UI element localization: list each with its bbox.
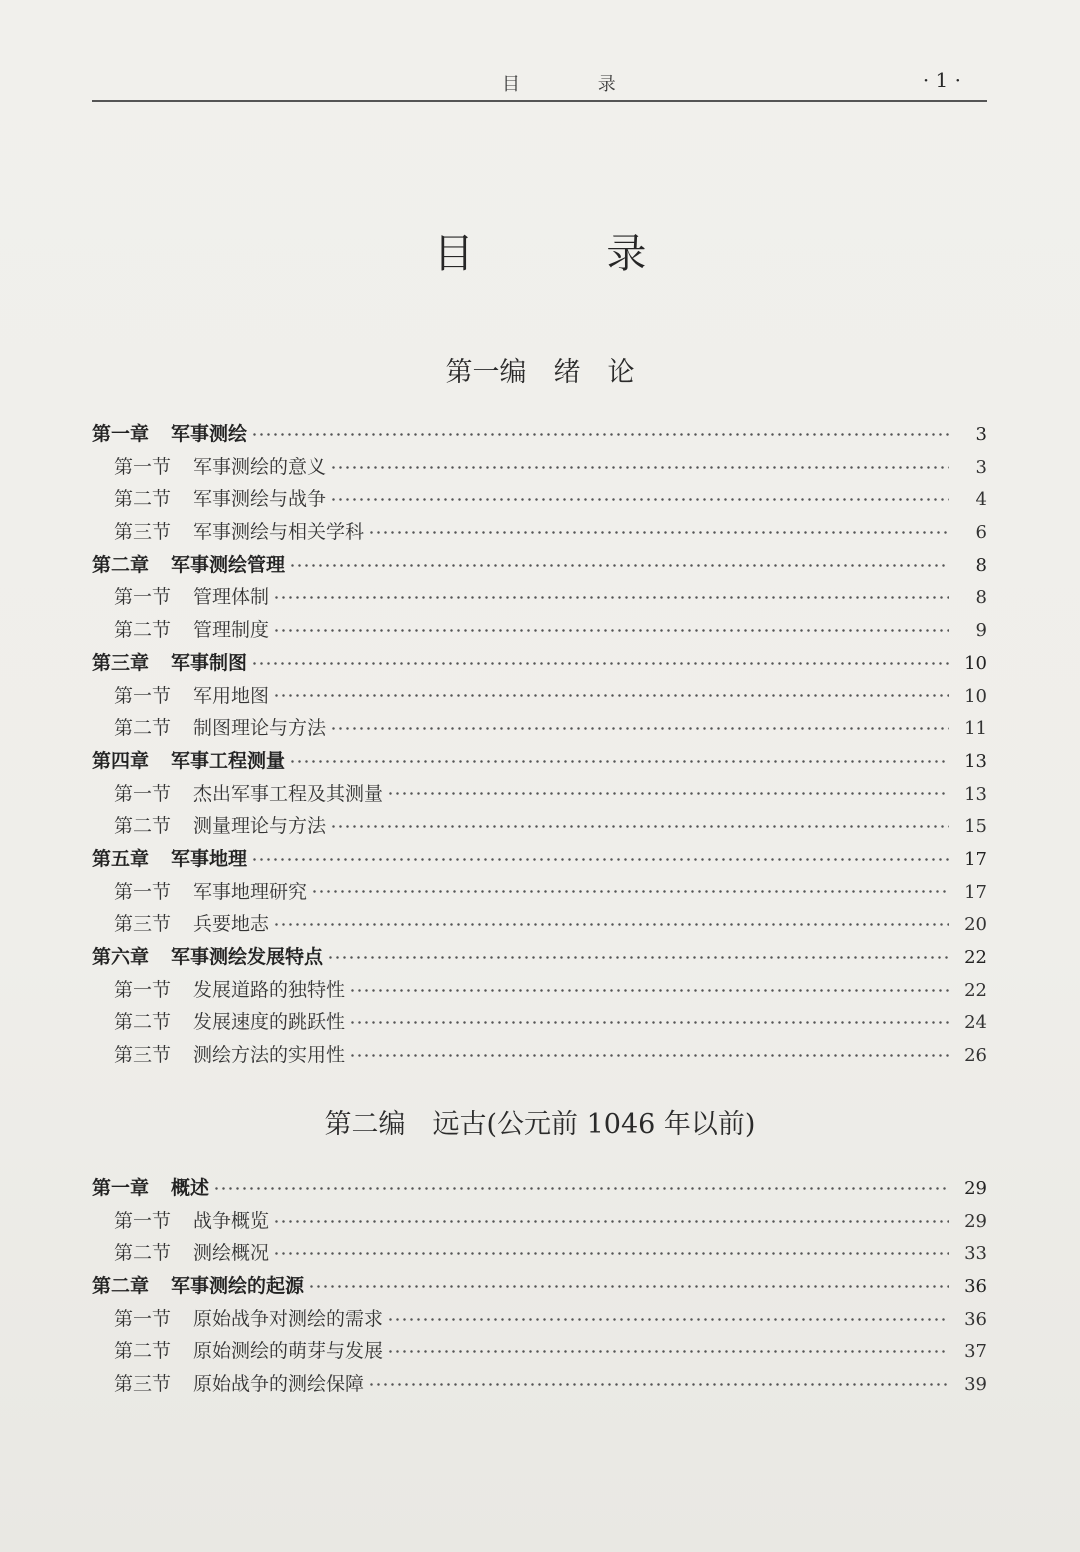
toc-entry-page: 22 [964,979,987,1001]
toc-entry-title: 战争概览 [193,1209,270,1232]
toc-section-entry [92,908,987,941]
toc-entry-title: 军事地理研究 [193,880,308,903]
running-header [92,66,987,102]
running-header-title: 目 录 [502,74,652,95]
toc-chapter-entry [92,941,987,974]
toc-entry-page: 24 [964,1012,987,1034]
toc-entry-page: 37 [964,1341,987,1363]
toc-section-entry [92,1006,987,1039]
toc-entry-page: 15 [964,816,987,838]
toc-entry-title: 军事测绘发展特点 [171,946,324,968]
toc-section-entry [92,1237,987,1270]
toc-chapter-entry [92,549,987,582]
dot-leader [387,784,949,804]
toc-entry-number: 第二节 [114,1011,172,1034]
toc-entry-number: 第二节 [114,717,172,740]
toc-entry-number: 第三节 [114,1373,172,1396]
toc-entry-page: 8 [975,554,987,576]
toc-chapter-entry [92,418,987,451]
dot-leader [251,849,949,869]
toc-entry-number: 第一章 [92,1177,150,1199]
dot-leader [273,915,949,935]
dot-leader [273,1211,949,1231]
dot-leader [273,588,949,608]
dot-leader [251,424,949,444]
toc-section-entry [92,483,987,516]
toc-entry-number: 第一节 [114,1307,172,1330]
toc-entry-title: 管理体制 [193,586,270,609]
dot-leader [289,751,949,771]
contents-title: 目 录 [433,231,707,277]
toc-entry-number: 第三节 [114,913,172,936]
toc-entry-title: 军事制图 [171,651,248,674]
toc-entry-page: 22 [964,947,987,968]
toc-entry-title: 军事测绘与相关学科 [193,521,365,544]
dot-leader [308,1276,949,1296]
toc-entry-title: 制图理论与方法 [193,717,327,740]
part-1-title: 第一编 绪 论 [445,357,635,388]
dot-leader [213,1178,949,1198]
dot-leader [349,1013,949,1033]
toc-entry-number: 第一节 [114,880,172,903]
toc-entry-number: 第五章 [92,847,150,870]
toc-entry-title: 测绘概况 [193,1242,270,1265]
dot-leader [330,719,949,739]
toc-entry-number: 第二章 [92,553,150,576]
toc-section-entry [92,1303,987,1336]
toc-entry-page: 13 [964,783,987,805]
toc-section-entry [92,581,987,614]
toc-entry-page: 10 [964,652,987,674]
toc-entry-title: 军事测绘管理 [171,553,286,576]
page-number: · 1 · [922,68,961,92]
toc-entry-page: 36 [964,1276,987,1298]
toc-entry-page: 29 [964,1178,987,1199]
toc-entry-title: 军事测绘的意义 [193,455,327,478]
dot-leader [330,457,949,477]
toc-entry-page: 17 [964,848,987,870]
dot-leader [349,980,949,1000]
toc-entry-title: 概述 [171,1177,210,1199]
toc-entry-number: 第二章 [92,1275,150,1298]
toc-chapter-entry [92,1172,987,1205]
toc-entry-title: 发展道路的独特性 [193,978,346,1001]
toc-entry-number: 第一节 [114,586,172,609]
dot-leader [387,1342,949,1362]
part-2-title: 第二编 远古(公元前 1046 年以前) [324,1109,756,1140]
part-2-toc [92,1172,987,1401]
toc-section-entry [92,1335,987,1368]
toc-entry-title: 杰出军事工程及其测量 [193,782,384,805]
toc-entry-page: 9 [975,620,987,642]
toc-section-entry [92,810,987,843]
toc-entry-number: 第三章 [92,651,150,674]
dot-leader [368,522,949,542]
toc-entry-page: 13 [964,750,987,772]
toc-section-entry [92,516,987,549]
toc-entry-number: 第一节 [114,455,172,478]
toc-chapter-entry [92,1270,987,1303]
toc-entry-number: 第一节 [114,684,172,707]
dot-leader [368,1374,949,1394]
toc-entry-title: 军事测绘的起源 [171,1275,305,1298]
dot-leader [330,817,949,837]
toc-entry-number: 第四章 [92,749,150,772]
toc-section-entry [92,451,987,484]
toc-entry-title: 测绘方法的实用性 [193,1044,346,1067]
toc-entry-title: 原始测绘的萌芽与发展 [193,1340,384,1363]
toc-entry-page: 3 [975,424,987,445]
toc-entry-number: 第三节 [114,1044,172,1067]
toc-entry-page: 29 [964,1210,987,1232]
toc-entry-page: 17 [964,881,987,903]
dot-leader [273,686,949,706]
toc-entry-page: 11 [964,718,987,740]
toc-entry-page: 20 [964,914,987,936]
toc-section-entry [92,974,987,1007]
toc-entry-title: 军事地理 [171,847,248,870]
toc-section-entry [92,1205,987,1238]
part-1-toc [92,418,987,1072]
toc-entry-title: 军事测绘 [171,423,248,445]
dot-leader [251,653,949,673]
toc-section-entry [92,680,987,713]
toc-entry-title: 发展速度的跳跃性 [193,1011,346,1034]
toc-entry-page: 3 [975,456,987,478]
toc-chapter-entry [92,647,987,680]
toc-entry-number: 第六章 [92,946,150,968]
toc-entry-number: 第一节 [114,1209,172,1232]
toc-section-entry [92,1368,987,1401]
toc-entry-number: 第一节 [114,782,172,805]
toc-entry-page: 39 [964,1374,987,1396]
dot-leader [349,1045,949,1065]
toc-entry-page: 36 [964,1308,987,1330]
toc-entry-title: 军事工程测量 [171,749,286,772]
toc-entry-page: 26 [964,1045,987,1067]
toc-entry-number: 第二节 [114,815,172,838]
toc-chapter-entry [92,745,987,778]
toc-section-entry [92,614,987,647]
dot-leader [327,947,949,967]
toc-entry-number: 第一节 [114,978,172,1001]
dot-leader [387,1309,949,1329]
toc-entry-page: 10 [964,685,987,707]
toc-entry-title: 原始战争的测绘保障 [193,1373,365,1396]
toc-entry-number: 第二节 [114,619,172,642]
toc-entry-number: 第三节 [114,521,172,544]
dot-leader [330,490,949,510]
toc-entry-page: 4 [975,489,987,511]
toc-entry-number: 第一章 [92,423,150,445]
dot-leader [273,620,949,640]
toc-entry-title: 军事测绘与战争 [193,488,327,511]
dot-leader [273,1244,949,1264]
toc-section-entry [92,778,987,811]
toc-entry-number: 第二节 [114,1340,172,1363]
toc-section-entry [92,1039,987,1072]
toc-entry-page: 6 [975,522,987,544]
toc-entry-number: 第二节 [114,1242,172,1265]
toc-section-entry [92,712,987,745]
toc-entry-title: 军用地图 [193,684,270,707]
toc-entry-title: 兵要地志 [193,913,270,936]
toc-entry-title: 测量理论与方法 [193,815,327,838]
toc-entry-page: 33 [964,1243,987,1265]
dot-leader [289,555,949,575]
toc-entry-page: 8 [975,587,987,609]
toc-section-entry [92,876,987,909]
dot-leader [311,882,949,902]
toc-entry-title: 原始战争对测绘的需求 [193,1307,384,1330]
toc-chapter-entry [92,843,987,876]
toc-entry-title: 管理制度 [193,619,270,642]
toc-entry-number: 第二节 [114,488,172,511]
